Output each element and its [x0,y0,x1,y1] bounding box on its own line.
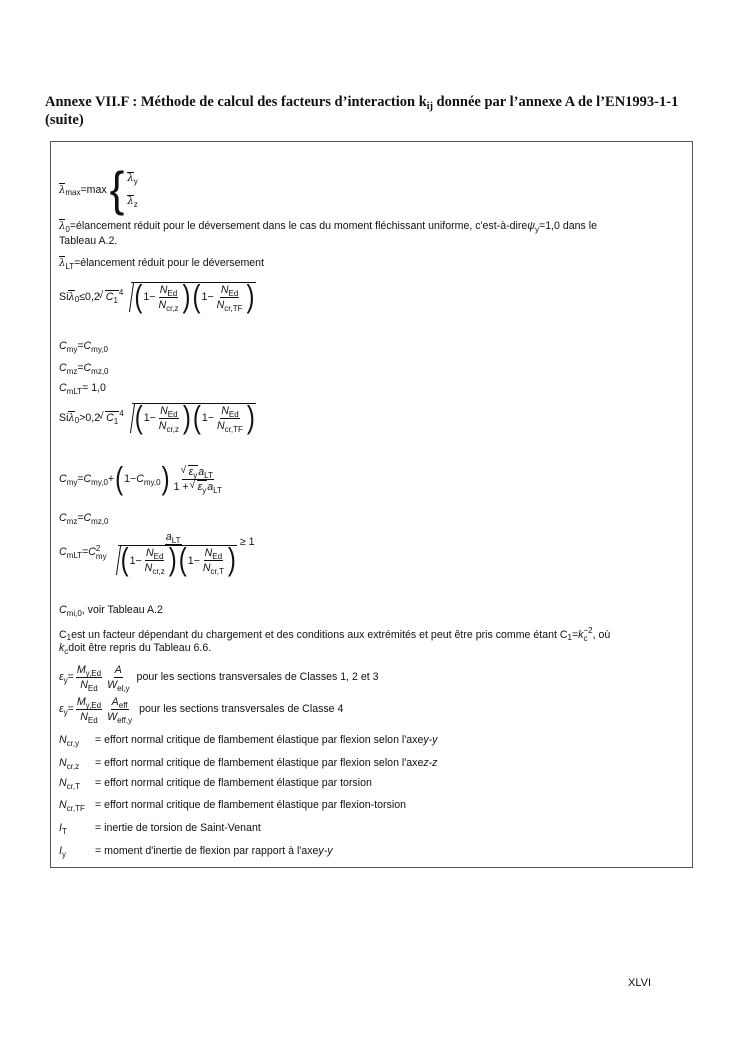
c1-note-cont: k $_c$ doit être repris du Tableau 6.6. [59,642,212,656]
def-Iy: $I_y$ = moment d'inertie de flexion par rapport à l'axe y-y [59,845,333,859]
condition-le: Si λ $_0$ ≤ 0,2 √ $C_1$ $^4$ ( 1 − $\frac{N_{Ed}}{N_{cr,z}}$ ) ( 1 − $\frac{N_{Ed}}{N_{cr,TF}}$ ) [59,282,256,312]
cmy-eq-2: C $_{my}$ = C $_{my,0}$ + ( 1 − C $_{my,0}$ ) √ $\frac{\varepsilon_ya_{LT}}{1 + √ \varepsilon_ya_{LT}}$ [59,465,225,494]
def-ncrTF: $N_{cr,TF}$ = effort normal critique de flambement élastique par flexion-torsion [59,799,407,813]
eps-y-class4: ε $_y$ = $\frac{M_{y,Ed}}{N_{Ed}}$ $\frac{A_{eff}}{W_{eff,y}}$ pour les sections transversales de Classe 4 [59,696,344,725]
cmz-eq-1: C $_{mz}$ = C $_{mz,0}$ [59,362,109,376]
page-title: Annexe VII.F : Méthode de calcul des facteurs d’interaction $k_{ij}$ donnée par l’annexe A de l’EN1993-1-1 (suite) [45,94,679,128]
cmi0-note: C $_{mi,0}$ , voir Tableau A.2 [59,604,163,618]
cmlt-eq-1: C $_{mLT}$ = 1,0 [59,382,106,396]
cmz-eq-2: C $_{mz}$ = C $_{mz,0}$ [59,512,109,526]
formula-box [50,141,693,868]
lambdaLT-definition: λ $_{LT}$ = élancement réduit pour le déversement [59,257,265,271]
cmlt-eq-2: C $_{mLT}$ = C 2 my $a_{LT}$ ( 1 − $\frac{N_{Ed}}{N_{cr,z}}$ ) ( 1 − $\frac{N_{Ed}}{N_{cr,T}}$ ) ≥ 1 [59,531,255,578]
lambda-max-formula: λ $_{max}$ = max { $\lambda_y$ $\lambda_z$ [59,162,138,217]
cmy-eq-1: C $_{my}$ = C $_{my,0}$ [59,340,108,354]
def-IT: $I_T$ = inertie de torsion de Saint-Venant [59,822,261,836]
eps-y-class123: ε $_y$ = $\frac{M_{y,Ed}}{N_{Ed}}$ $\frac{A}{W_{el,y}}$ pour les sections transversales de Classes 1, 2 et 3 [59,664,379,693]
def-ncrT: $N_{cr,T}$ = effort normal critique de flambement élastique par torsion [59,777,372,791]
lambda0-definition: λ $_0$ = élancement réduit pour le déversement dans le cas du moment fléchissant uniforme, c'est-à-dire ψ $_y$ =1,0 dans le [59,220,598,234]
condition-gt: Si λ $_0$ > 0,2 √ $C_1$ $^4$ ( 1 − $\frac{N_{Ed}}{N_{cr,z}}$ ) ( 1 − $\frac{N_{Ed}}{N_{cr,TF}}$ ) [59,403,256,433]
def-ncrz: $N_{cr,z}$ = effort normal critique de flambement élastique par flexion selon l'axe z-z [59,757,438,771]
def-ncry: $N_{cr,y}$ = effort normal critique de flambement élastique par flexion selon l'axe y-y [59,734,438,748]
page-number: XLVI [628,977,652,989]
lambda0-definition-cont: Tableau A.2. [59,235,118,247]
c1-note: C $_1$ est un facteur dépendant du chargement et des conditions aux extrémités et peut être pris comme étant C $_1$ = k −2 c , où [59,626,611,643]
